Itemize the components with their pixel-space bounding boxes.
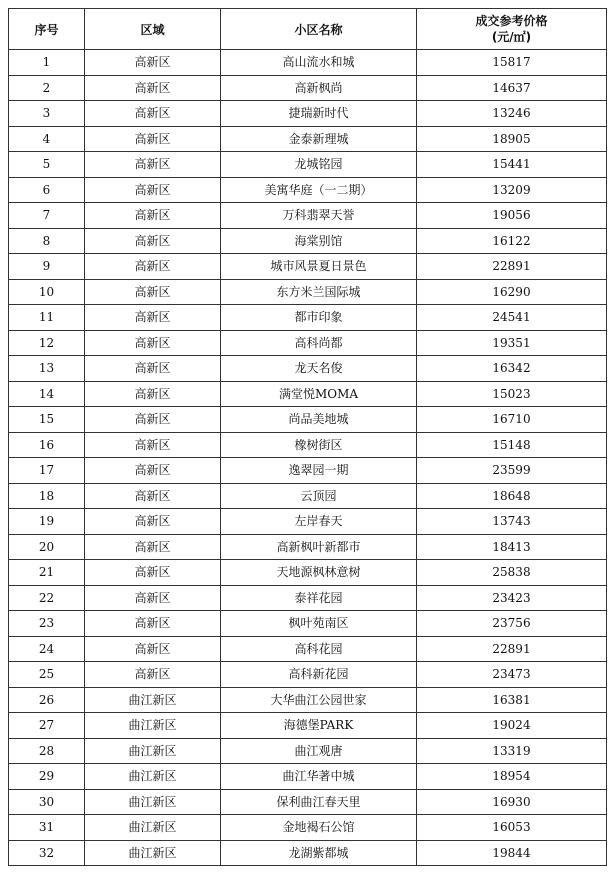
cell-price: 14637	[417, 75, 607, 101]
cell-seq: 24	[9, 636, 85, 662]
cell-district: 曲江新区	[85, 687, 221, 713]
cell-price: 16710	[417, 407, 607, 433]
cell-seq: 6	[9, 177, 85, 203]
header-price-unit: (元/㎡)	[491, 30, 532, 44]
cell-district: 曲江新区	[85, 815, 221, 841]
table-row	[9, 75, 607, 101]
cell-district: 高新区	[85, 228, 221, 254]
cell-price: 18648	[417, 483, 607, 509]
cell-community-name: 高科花园	[221, 636, 417, 662]
cell-seq: 13	[9, 356, 85, 382]
cell-seq: 31	[9, 815, 85, 841]
table-row	[9, 381, 607, 407]
cell-district: 曲江新区	[85, 764, 221, 790]
table-row	[9, 458, 607, 484]
cell-community-name: 天地源枫林意树	[221, 560, 417, 586]
table-row	[9, 228, 607, 254]
header-name: 小区名称	[221, 9, 417, 50]
cell-seq: 18	[9, 483, 85, 509]
cell-price: 19024	[417, 713, 607, 739]
cell-price: 23599	[417, 458, 607, 484]
header-district: 区域	[85, 9, 221, 50]
table-row	[9, 407, 607, 433]
cell-seq: 8	[9, 228, 85, 254]
cell-community-name: 龙天名俊	[221, 356, 417, 382]
cell-seq: 3	[9, 101, 85, 127]
cell-seq: 17	[9, 458, 85, 484]
cell-price: 16381	[417, 687, 607, 713]
cell-community-name: 曲江华著中城	[221, 764, 417, 790]
cell-seq: 25	[9, 662, 85, 688]
cell-community-name: 尚品美地城	[221, 407, 417, 433]
header-price-label: 成交参考价格	[475, 14, 548, 28]
cell-community-name: 海德堡PARK	[221, 713, 417, 739]
cell-seq: 29	[9, 764, 85, 790]
cell-community-name: 东方米兰国际城	[221, 279, 417, 305]
cell-community-name: 曲江观唐	[221, 738, 417, 764]
table-row	[9, 177, 607, 203]
cell-district: 高新区	[85, 509, 221, 535]
cell-seq: 23	[9, 611, 85, 637]
price-table	[8, 8, 607, 866]
cell-price: 18954	[417, 764, 607, 790]
cell-seq: 11	[9, 305, 85, 331]
cell-district: 高新区	[85, 356, 221, 382]
cell-community-name: 美寓华庭（一二期）	[221, 177, 417, 203]
cell-community-name: 高科尚都	[221, 330, 417, 356]
cell-price: 16342	[417, 356, 607, 382]
cell-community-name: 捷瑞新时代	[221, 101, 417, 127]
cell-seq: 28	[9, 738, 85, 764]
cell-price: 23756	[417, 611, 607, 637]
cell-district: 高新区	[85, 636, 221, 662]
cell-district: 曲江新区	[85, 789, 221, 815]
cell-community-name: 保利曲江春天里	[221, 789, 417, 815]
table-row	[9, 534, 607, 560]
table-row	[9, 356, 607, 382]
cell-community-name: 云顶园	[221, 483, 417, 509]
table-row	[9, 687, 607, 713]
table-row	[9, 203, 607, 229]
cell-price: 16290	[417, 279, 607, 305]
table-row	[9, 152, 607, 178]
cell-district: 高新区	[85, 75, 221, 101]
cell-district: 曲江新区	[85, 840, 221, 866]
cell-district: 高新区	[85, 254, 221, 280]
cell-price: 23423	[417, 585, 607, 611]
cell-seq: 14	[9, 381, 85, 407]
cell-seq: 5	[9, 152, 85, 178]
cell-community-name: 高新枫叶新都市	[221, 534, 417, 560]
table-row	[9, 840, 607, 866]
cell-community-name: 枫叶苑南区	[221, 611, 417, 637]
table-header	[9, 9, 607, 50]
cell-community-name: 高新枫尚	[221, 75, 417, 101]
cell-community-name: 高山流水和城	[221, 50, 417, 76]
table-row	[9, 738, 607, 764]
cell-district: 曲江新区	[85, 738, 221, 764]
cell-district: 高新区	[85, 126, 221, 152]
cell-price: 13209	[417, 177, 607, 203]
table-row	[9, 432, 607, 458]
cell-district: 高新区	[85, 483, 221, 509]
cell-district: 高新区	[85, 407, 221, 433]
table-row	[9, 560, 607, 586]
table-row	[9, 611, 607, 637]
cell-district: 高新区	[85, 101, 221, 127]
cell-district: 高新区	[85, 432, 221, 458]
cell-seq: 15	[9, 407, 85, 433]
cell-price: 18905	[417, 126, 607, 152]
cell-price: 16122	[417, 228, 607, 254]
cell-seq: 12	[9, 330, 85, 356]
cell-price: 13246	[417, 101, 607, 127]
cell-price: 23473	[417, 662, 607, 688]
cell-community-name: 金地褐石公馆	[221, 815, 417, 841]
cell-community-name: 大华曲江公园世家	[221, 687, 417, 713]
cell-community-name: 龙城铭园	[221, 152, 417, 178]
cell-price: 24541	[417, 305, 607, 331]
cell-price: 15023	[417, 381, 607, 407]
header-price	[417, 9, 607, 50]
table-row	[9, 279, 607, 305]
cell-price: 15817	[417, 50, 607, 76]
table-row	[9, 330, 607, 356]
cell-seq: 7	[9, 203, 85, 229]
cell-seq: 16	[9, 432, 85, 458]
cell-seq: 26	[9, 687, 85, 713]
cell-district: 高新区	[85, 50, 221, 76]
cell-community-name: 海棠别馆	[221, 228, 417, 254]
cell-community-name: 左岸春天	[221, 509, 417, 535]
cell-price: 22891	[417, 254, 607, 280]
cell-district: 高新区	[85, 458, 221, 484]
table-row	[9, 713, 607, 739]
cell-seq: 2	[9, 75, 85, 101]
table-row	[9, 101, 607, 127]
cell-district: 高新区	[85, 203, 221, 229]
table-row	[9, 585, 607, 611]
cell-seq: 22	[9, 585, 85, 611]
table-row	[9, 305, 607, 331]
cell-community-name: 城市风景夏日景色	[221, 254, 417, 280]
cell-price: 16930	[417, 789, 607, 815]
table-row	[9, 126, 607, 152]
cell-price: 13319	[417, 738, 607, 764]
cell-price: 22891	[417, 636, 607, 662]
table-row	[9, 483, 607, 509]
table-row	[9, 636, 607, 662]
cell-district: 高新区	[85, 305, 221, 331]
cell-seq: 9	[9, 254, 85, 280]
table-row	[9, 50, 607, 76]
table-row	[9, 254, 607, 280]
cell-seq: 20	[9, 534, 85, 560]
cell-seq: 30	[9, 789, 85, 815]
cell-community-name: 金泰新理城	[221, 126, 417, 152]
cell-district: 高新区	[85, 662, 221, 688]
cell-price: 19844	[417, 840, 607, 866]
cell-seq: 4	[9, 126, 85, 152]
cell-seq: 27	[9, 713, 85, 739]
cell-community-name: 高科新花园	[221, 662, 417, 688]
cell-price: 13743	[417, 509, 607, 535]
cell-seq: 10	[9, 279, 85, 305]
table-row	[9, 662, 607, 688]
cell-seq: 32	[9, 840, 85, 866]
table-row	[9, 509, 607, 535]
header-row	[9, 9, 607, 50]
cell-community-name: 逸翠园一期	[221, 458, 417, 484]
cell-district: 高新区	[85, 611, 221, 637]
table-row	[9, 789, 607, 815]
cell-community-name: 泰祥花园	[221, 585, 417, 611]
cell-community-name: 都市印象	[221, 305, 417, 331]
cell-district: 高新区	[85, 330, 221, 356]
cell-community-name: 满堂悦MOMA	[221, 381, 417, 407]
cell-price: 15148	[417, 432, 607, 458]
table-body	[9, 50, 607, 866]
table-row	[9, 764, 607, 790]
cell-price: 15441	[417, 152, 607, 178]
cell-community-name: 橡树街区	[221, 432, 417, 458]
cell-price: 18413	[417, 534, 607, 560]
cell-price: 25838	[417, 560, 607, 586]
cell-district: 高新区	[85, 381, 221, 407]
header-seq: 序号	[9, 9, 85, 50]
cell-price: 19351	[417, 330, 607, 356]
cell-price: 16053	[417, 815, 607, 841]
cell-seq: 19	[9, 509, 85, 535]
cell-district: 高新区	[85, 152, 221, 178]
cell-seq: 1	[9, 50, 85, 76]
cell-district: 高新区	[85, 585, 221, 611]
cell-community-name: 龙湖紫都城	[221, 840, 417, 866]
cell-district: 曲江新区	[85, 713, 221, 739]
cell-district: 高新区	[85, 560, 221, 586]
cell-district: 高新区	[85, 177, 221, 203]
table-row	[9, 815, 607, 841]
cell-price: 19056	[417, 203, 607, 229]
cell-seq: 21	[9, 560, 85, 586]
cell-district: 高新区	[85, 279, 221, 305]
cell-community-name: 万科翡翠天誉	[221, 203, 417, 229]
cell-district: 高新区	[85, 534, 221, 560]
